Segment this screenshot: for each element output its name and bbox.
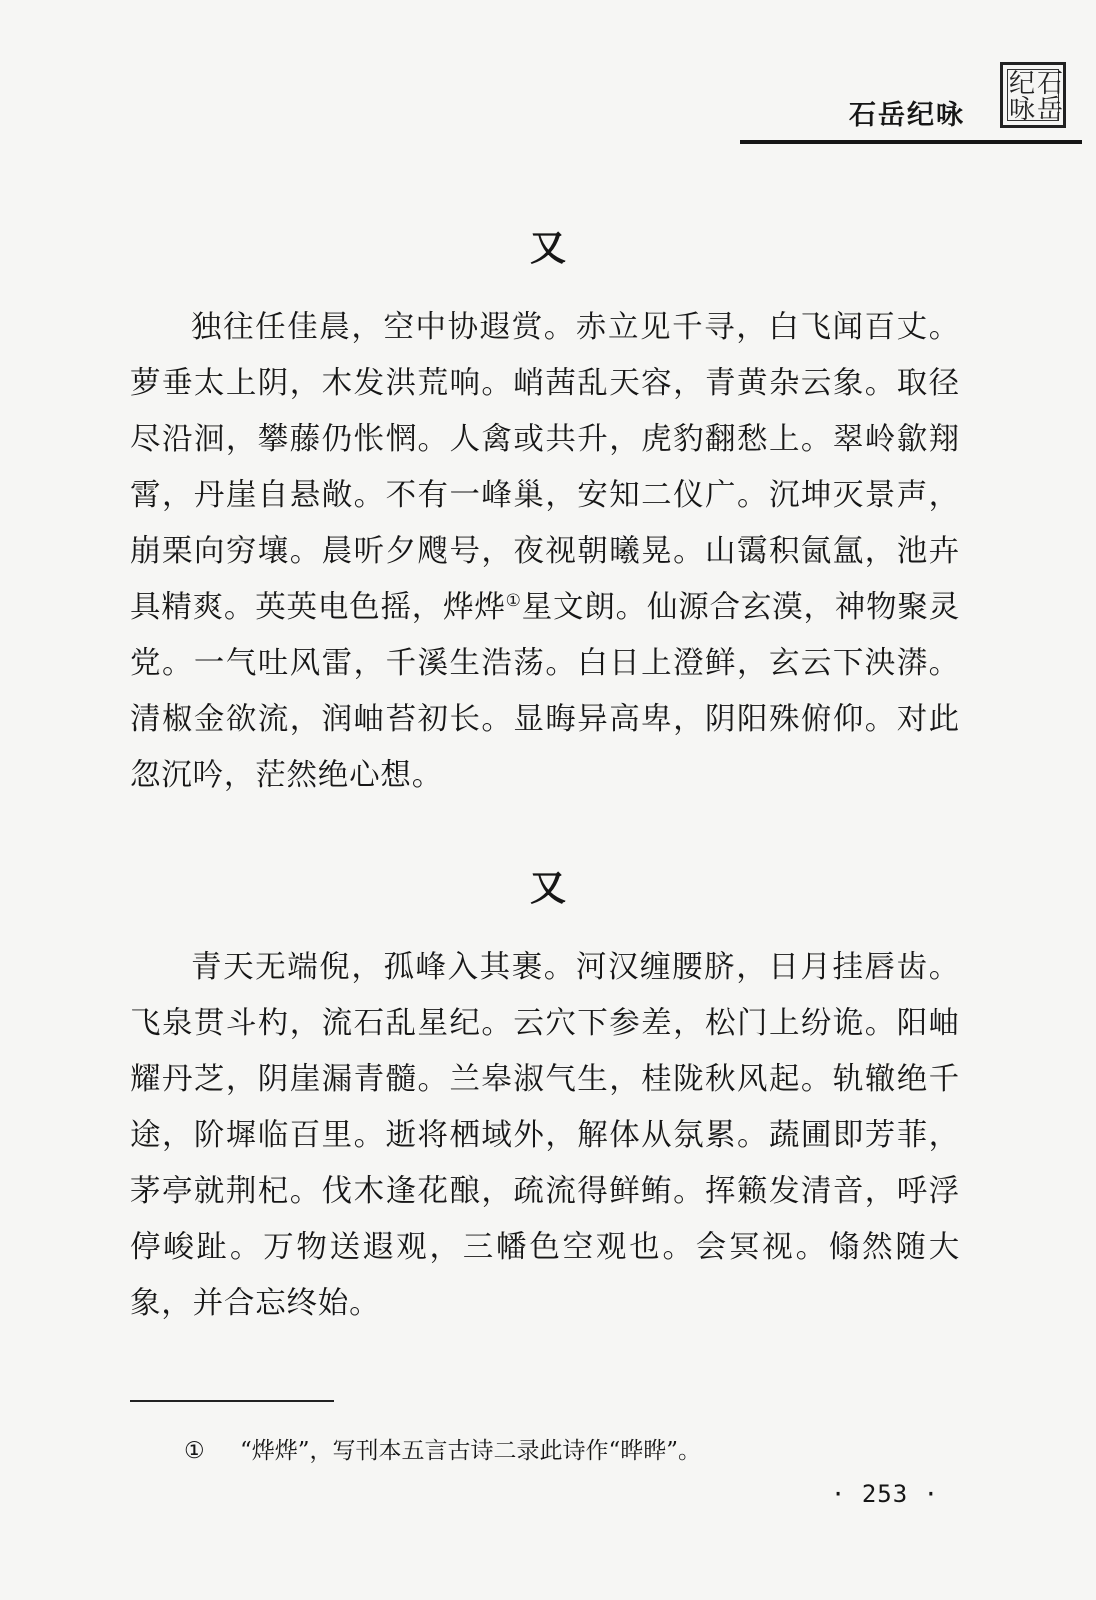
- section-title: 又: [529, 867, 566, 909]
- header-rule: [740, 140, 1082, 144]
- seal-glyph: 岳: [1037, 95, 1064, 125]
- poem-text-part: 独往任佳晨，空中协遐赏。赤立见千寻，白飞闻百丈。萝垂太上阴，木发洪荒响。峭茜乱天容，青黄杂云象。取径尽沿洄，攀藤仍怅惘。人禽或共升，虎豹翻愁上。翠岭歙翔霄，丹崖自悬敞。不有一峰巢，安知二仪广。沉坤灭景声，崩栗向穷壤。晨听夕飕号，夜视朝曦晃。山霭积氤氲，池卉具精爽。英英电色摇，烨烨: [130, 310, 960, 625]
- footnote-rule: [130, 1400, 334, 1402]
- poem-text: 青天无端倪，孤峰入其裹。河汉缠腰脐，日月挂唇齿。飞泉贯斗杓，流石乱星纪。云穴下参差，松门上纷诡。阳岫耀丹芝，阴崖漏青髓。兰皋淑气生，桂陇秋风起。轨辙绝千途，阶墀临百里。逝将栖域外，解体从氛累。蔬圃即芳菲，茅亭就荆杞。伐木逢花酿，疏流得鲜鲔。挥籁发清音，呼浮停峻趾。万物送遐观，三幡色空观也。会冥视。翛然随大象，并合忘终始。: [130, 950, 960, 1321]
- seal-glyph: 咏: [1009, 95, 1036, 125]
- page-number: · 253 ·: [830, 1480, 940, 1508]
- running-header-title: 石岳纪咏: [849, 100, 965, 131]
- footnote-number: ①: [184, 1438, 205, 1464]
- seal-glyph: 石: [1037, 69, 1064, 99]
- poem-text: [130, 300, 960, 804]
- section-title: 又: [529, 227, 566, 269]
- seal-glyph: 纪: [1009, 69, 1036, 99]
- poem-text-part: 星文朗。仙源合玄漠，神物聚灵党。一气吐风雷，千溪生浩荡。白日上澄鲜，玄云下泱漭。清椒金欲流，润岫苔初长。显晦异高卑，阴阳殊俯仰。对此忽沉吟，茫然绝心想。: [130, 590, 960, 793]
- seal-stamp: [1000, 62, 1066, 128]
- footnote-reference: ①: [505, 590, 522, 611]
- footnote: [184, 1434, 984, 1468]
- footnote-text: “烨烨”，写刊本五言古诗二录此诗作“晔晔”。: [240, 1438, 702, 1464]
